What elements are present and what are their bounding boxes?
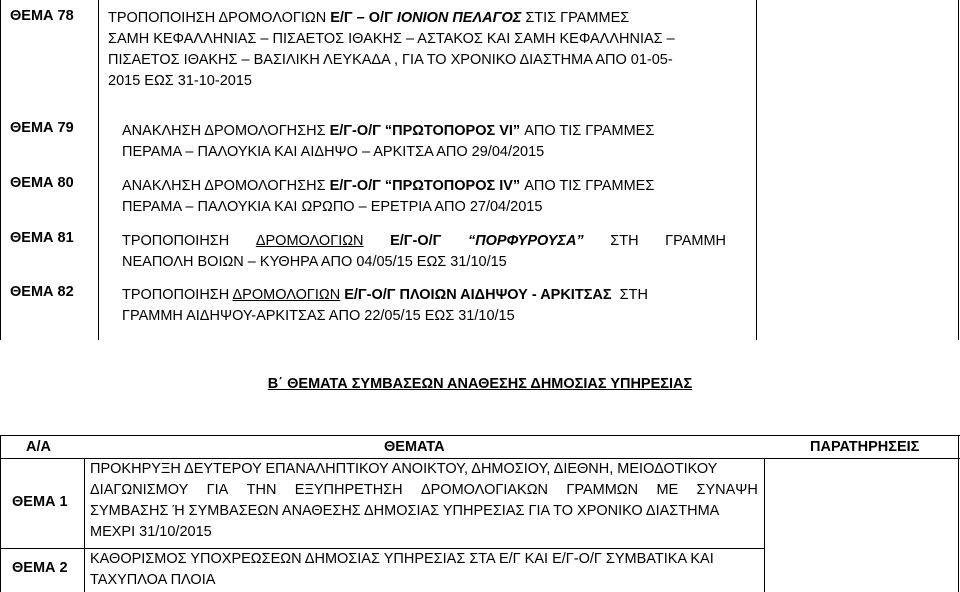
upper-table-right-border xyxy=(958,0,959,340)
lower-table-divider xyxy=(84,458,85,592)
theme-description: ΤΡΟΠΟΠΟΙΗΣΗ ΔΡΟΜΟΛΟΓΙΩΝ Ε/Γ-Ο/Γ “ΠΟΡΦΥΡΟΥΣΑ” ΣΤΗ ΓΡΑΜΜΗ ΝΕΑΠΟΛΗ ΒΟΙΩΝ – ΚΥΘΗΡΑ ΑΠΟ 04/05/15 ΕΩΣ 31/10/15 xyxy=(122,233,726,270)
column-header-aa: Α/Α xyxy=(26,439,51,455)
upper-table-left-border xyxy=(0,0,1,340)
lower-table-divider xyxy=(764,458,765,592)
theme-description: ΠΡΟΚΗΡΥΞΗ ΔΕΥΤΕΡΟΥ ΕΠΑΝΑΛΗΠΤΙΚΟΥ ΑΝΟΙΚΤΟΥ, ΔΗΜΟΣΙΟΥ, ΔΙΕΘΝΗ, ΜΕΙΟΔΟΤΙΚΟΥ ΔΙΑΓΩΝΙΣΜΟΥ ΓΙΑ ΤΗΝ ΕΞΥΠΗΡΕΤΗΣΗ ΔΡΟΜΟΛΟΓΙΑΚΩΝ ΓΡΑΜΜΩΝ ΜΕ ΣΥΝΑΨΗ ΣΥΜΒΑΣΗΣ Ή ΣΥΜΒΑΣΕΩΝ ΑΝΑΘΕΣΗΣ ΔΗΜΟΣΙΑΣ ΥΠΗΡΕΣΙΑΣ ΓΙΑ ΤΟ ΧΡΟΝΙΚΟ ΔΙΑΣΤΗΜΑ ΜΕΧΡΙ 31/10/2015 xyxy=(90,461,758,540)
section-title: Β΄ ΘΕΜΑΤΑ ΣΥΜΒΑΣΕΩΝ ΑΝΑΘΕΣΗΣ ΔΗΜΟΣΙΑΣ ΥΠΗΡΕΣΙΑΣ xyxy=(267,376,693,392)
theme-code: ΘΕΜΑ 80 xyxy=(10,175,74,191)
upper-table-divider xyxy=(98,0,99,340)
theme-description: ΑΝΑΚΛΗΣΗ ΔΡΟΜΟΛΟΓΗΣΗΣ Ε/Γ-Ο/Γ “ΠΡΩΤΟΠΟΡΟΣ IV” ΑΠΟ ΤΙΣ ΓΡΑΜΜΕΣ ΠΕΡΑΜΑ – ΠΑΛΟΥΚΙΑ ΚΑΙ ΩΡΩΠΟ – ΕΡΕΤΡΙΑ ΑΠΟ 27/04/2015 xyxy=(122,178,655,215)
theme-code: ΘΕΜΑ 2 xyxy=(12,560,68,576)
theme-code: ΘΕΜΑ 78 xyxy=(10,8,74,24)
theme-code: ΘΕΜΑ 79 xyxy=(10,120,74,136)
theme-code: ΘΕΜΑ 81 xyxy=(10,230,74,246)
column-header-themata: ΘΕΜΑΤΑ xyxy=(384,439,445,455)
lower-table-top-border xyxy=(0,435,960,436)
theme-code: ΘΕΜΑ 1 xyxy=(12,494,68,510)
lower-table-left-border xyxy=(0,435,1,592)
lower-table-row-border xyxy=(0,548,84,549)
theme-code: ΘΕΜΑ 82 xyxy=(10,284,74,300)
lower-table-right-border xyxy=(958,435,959,592)
theme-description: ΚΑΘΟΡΙΣΜΟΣ ΥΠΟΧΡΕΩΣΕΩΝ ΔΗΜΟΣΙΑΣ ΥΠΗΡΕΣΙΑΣ ΣΤΑ Ε/Γ ΚΑΙ Ε/Γ-Ο/Γ ΣΥΜΒΑΤΙΚΑ ΚΑΙ ΤΑΧΥΠΛΟΑ ΠΛΟΙΑ xyxy=(90,551,714,588)
theme-description: ΤΡΟΠΟΠΟΙΗΣΗ ΔΡΟΜΟΛΟΓΙΩΝ Ε/Γ-Ο/Γ ΠΛΟΙΩΝ ΑΙΔΗΨΟΥ - ΑΡΚΙΤΣΑΣ ΣΤΗ ΓΡΑΜΜΗ ΑΙΔΗΨΟΥ-ΑΡΚΙΤΣΑΣ ΑΠΟ 22/05/15 ΕΩΣ 31/10/15 xyxy=(122,287,648,324)
upper-table-divider xyxy=(756,0,757,340)
theme-description: ΤΡΟΠΟΠΟΙΗΣΗ ΔΡΟΜΟΛΟΓΙΩΝ Ε/Γ – Ο/Γ ΙΟΝΙΟΝ ΠΕΛΑΓΟΣ ΣΤΙΣ ΓΡΑΜΜΕΣ ΣΑΜΗ ΚΕΦΑΛΛΗΝΙΑΣ – ΠΙΣΑΕΤΟΣ ΙΘΑΚΗΣ – ΑΣΤΑΚΟΣ ΚΑΙ ΣΑΜΗ ΚΕΦΑΛΛΗΝΙΑΣ – ΠΙΣΑΕΤΟΣ ΙΘΑΚΗΣ – ΒΑΣΙΛΙΚΗ ΛΕΥΚΑΔΑ , ΓΙΑ ΤΟ ΧΡΟΝΙΚΟ ΔΙΑΣΤΗΜΑ ΑΠΟ 01-05- 2015 ΕΩΣ 31-10-2015 xyxy=(108,10,675,89)
column-header-remarks: ΠΑΡΑΤΗΡΗΣΕΙΣ xyxy=(810,439,920,455)
theme-description: ΑΝΑΚΛΗΣΗ ΔΡΟΜΟΛΟΓΗΣΗΣ Ε/Γ-Ο/Γ “ΠΡΩΤΟΠΟΡΟΣ VI” ΑΠΟ ΤΙΣ ΓΡΑΜΜΕΣ ΠΕΡΑΜΑ – ΠΑΛΟΥΚΙΑ ΚΑΙ ΑΙΔΗΨΟ – ΑΡΚΙΤΣΑ ΑΠΟ 29/04/2015 xyxy=(122,123,655,160)
